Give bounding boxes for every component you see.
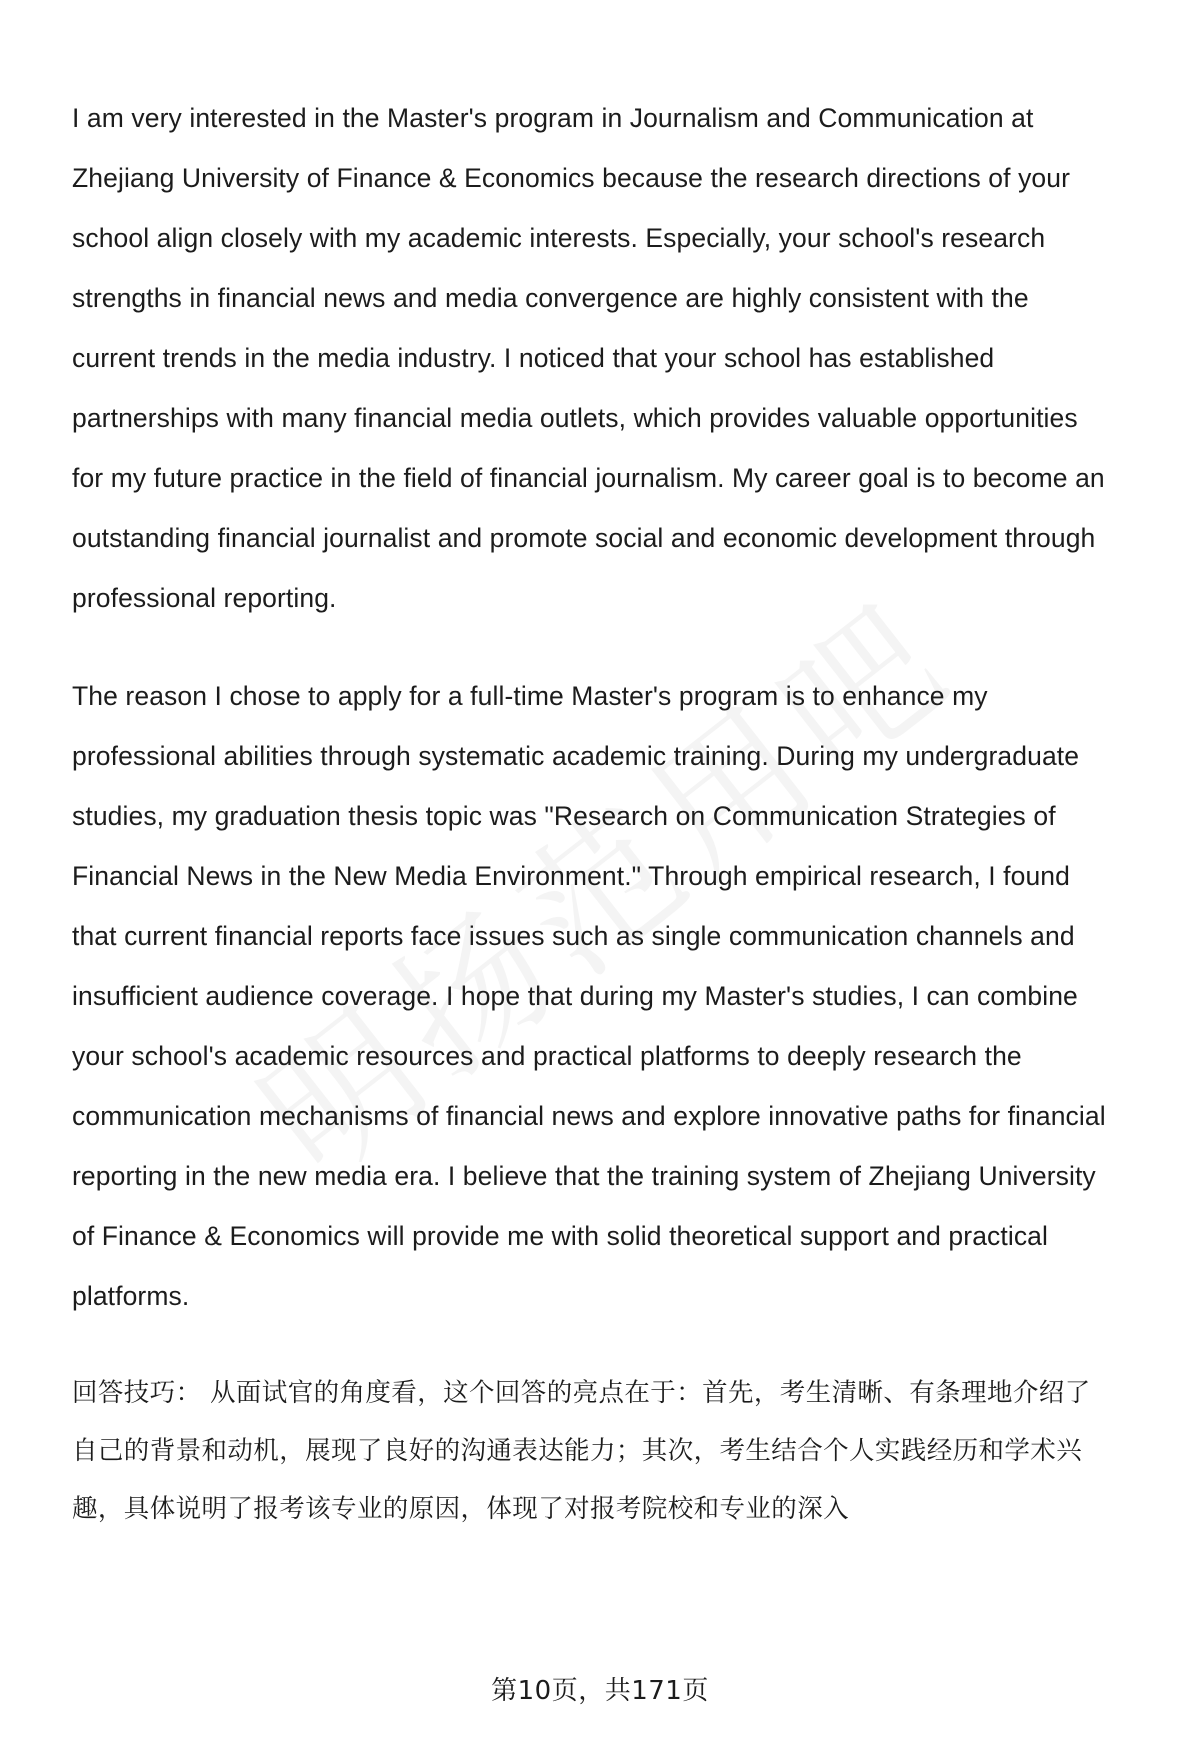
paragraph-3: 回答技巧： 从面试官的角度看，这个回答的亮点在于：首先，考生清晰、有条理地介绍了自己的背景和动机，展现了良好的沟通表达能力；其次，考生结合个人实践经历和学术兴趣，具体说明了报考该专业的原因，体现了对报考院校和专业的深入 [72,1378,1091,1524]
document-body [72,88,1112,1538]
paragraph-1: I am very interested in the Master's program in Journalism and Communication at Zhejiang University of Finance & Economics because the research directions of your school align closely with my academic interests. Especially, your school's research strengths in financial news and media convergence are highly consistent with the current trends in the media industry. I noticed that your school has established partnerships with many financial media outlets, which provides valuable opportunities for my future practice in the field of financial journalism. My career goal is to become an outstanding financial journalist and promote social and economic development through professional reporting. [72,103,1105,613]
paragraph-2: The reason I chose to apply for a full-time Master's program is to enhance my professional abilities through systematic academic training. During my undergraduate studies, my graduation thesis topic was "Research on Communication Strategies of Financial News in the New Media Environment." Through empirical research, I found that current financial reports face issues such as single communication channels and insufficient audience coverage. I hope that during my Master's studies, I can combine your school's academic resources and practical platforms to deeply research the communication mechanisms of financial news and explore innovative paths for financial reporting in the new media era. I believe that the training system of Zhejiang University of Finance & Economics will provide me with solid theoretical support and practical platforms. [72,681,1106,1311]
page-number-footer: 第10页，共171页 [491,1676,709,1706]
